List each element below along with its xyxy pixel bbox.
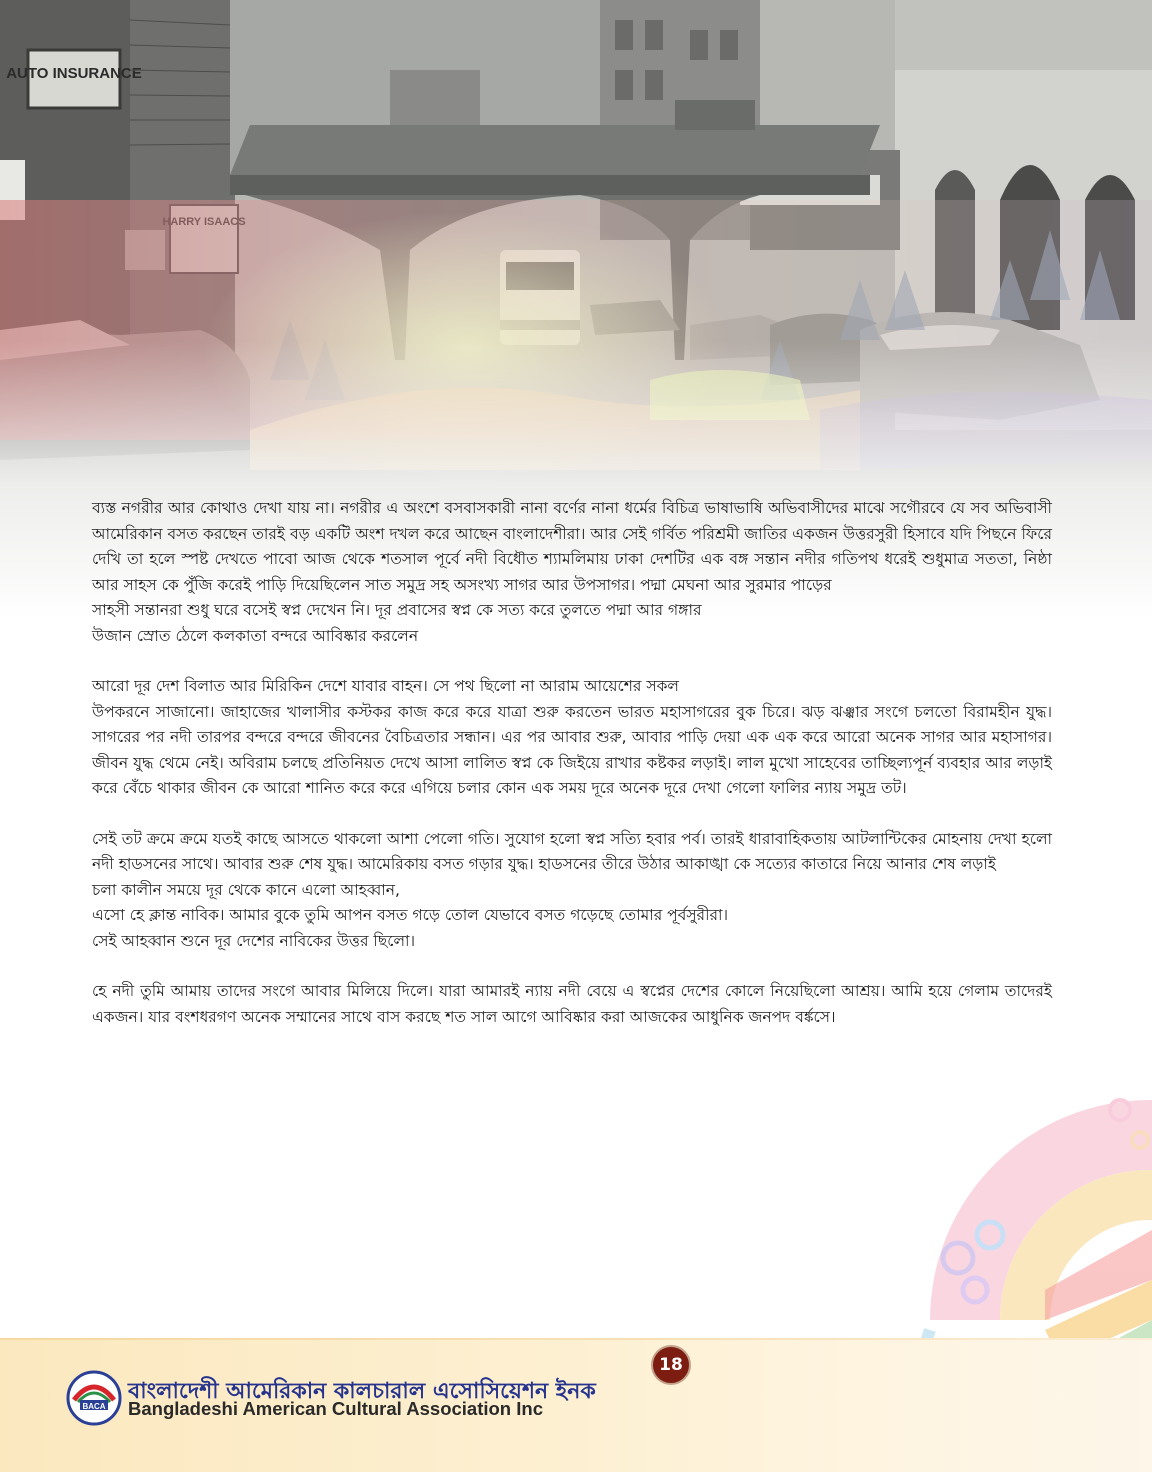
paragraph-1: ব্যস্ত নগরীর আর কোথাও দেখা যায় না। নগরীর এ অংশে বসবাসকারী নানা বর্ণের নানা ধর্মের বিচিত্র ভাষাভাষি অভিবাসীদের মাঝে সগৌরবে যে সব অভিবাসী আমেরিকান বসত করছেন তারই বড় একটি অংশ দখল করে আছেন বাংলাদেশীরা। আর সেই গর্বিত পরিশ্রমী জাতির একজন উত্তরসুরী হিসাবে যদি পিছনে ফিরে দেখি তা হলে স্পষ্ট দেখতে পাবো আজ থেকে শতসাল পূর্বে নদী বিধৌত শ্যামলিমায় ঢাকা দেশটির এক বঙ্গ সন্তান নদীর গতিপথ ধরেই শুধুমাত্র সততা, নিষ্ঠা আর সাহস কে পুঁজি করেই পাড়ি দিয়েছিলেন সাত সমুদ্র সহ অসংখ্য সাগর আর উপসাগর। পদ্মা মেঘনা আর সুরমার পাড়ের সাহসী সন্তানরা শুধু ঘরে বসেই স্বপ্ন দেখেন নি। দূর প্রবাসের স্বপ্ন কে সত্য করে তুলতে পদ্মা আর গঙ্গার উজান স্রোত ঠেলে কলকাতা বন্দরে আবিষ্কার করলেন [92,499,1052,645]
article-body [92,496,1052,1055]
paragraph-4: হে নদী তুমি আমায় তাদের সংগে আবার মিলিয়ে দিলে। যারা আমারই ন্যায় নদী বেয়ে এ স্বপ্নের দেশের কোলে নিয়েছিলো আশ্রয়। আমি হয়ে গেলাম তাদেরই একজন। যার বংশধরগণ অনেক সম্মানের সাথে বাস করছে শত সাল আগে আবিষ্কার করা আজকের আধুনিক জনপদ বর্ঙ্কসে। [92,982,1052,1026]
logo-text: BACA [82,1402,106,1411]
page-number-badge: 18 [651,1345,691,1385]
paragraph-2: আরো দূর দেশ বিলাত আর মিরিকিন দেশে যাবার বাহন। সে পথ ছিলো না আরাম আয়েশের সকল উপকরনে সাজানো। জাহাজের খালাসীর কস্টকর কাজ করে করে যাত্রা শুরু করতেন ভারত মহাসাগরের বুক চিরে। ঝড় ঝঞ্ঝার সংগে চলতো বিরামহীন যুদ্ধ। সাগরের পর নদী তারপর বন্দরে বন্দরে জীবনের বৈচিত্রতার সন্ধান। এর পর আবার শুরু, আবার পাড়ি দেয়া এক এক করে আরো অনেক সাগর আর মহাসাগর। জীবন যুদ্ধ থেমে নেই। অবিরাম চলছে প্রতিনিয়ত দেখে আসা লালিত স্বপ্ন কে জিইয়ে রাখার কষ্টকর লড়াই। লাল মুখো সাহেবের তাচ্ছিল্যপূর্ন ব্যবহার আর লড়াই করে বেঁচে থাকার জীবন কে আরো শানিত করে করে এগিয়ে চলার কোন এক সময় দূরে অনেক দূরে দেখা গেলো ফালির ন্যায় সমুদ্র তট। [92,677,1052,797]
paragraph-3: সেই তট ক্রমে ক্রমে যতই কাছে আসতে থাকলো আশা পেলো গতি। সুযোগ হলো স্বপ্ন সত্যি হবার পর্ব। তারই ধারাবাহিকতায় আটলান্টিকের মোহনায় দেখা হলো নদী হাডসনের সাথে। আবার শুরু শেষ যুদ্ধ। আমেরিকায় বসত গড়ার যুদ্ধ। হাডসনের তীরে উঠার আকাঙ্খা কে সত্যের কাতারে নিয়ে আনার শেষ লড়াই চলা কালীন সময়ে দূর থেকে কানে এলো আহব্বান, এসো হে ক্লান্ত নাবিক। আমার বুকে তুমি আপন বসত গড়ে তোল যেভাবে বসত গড়েছে তোমার পূর্বসুরীরা। সেই আহব্বান শুনে দূর দেশের নাবিকের উত্তর ছিলো। [92,829,1052,950]
org-name-english: Bangladeshi American Cultural Association Inc [128,1398,543,1419]
baca-logo-icon [66,1370,122,1426]
footer-divider [0,1338,1152,1340]
org-name-bengali: বাংলাদেশী আমেরিকান কালচারাল এসোসিয়েশন ইনক [128,1379,596,1404]
